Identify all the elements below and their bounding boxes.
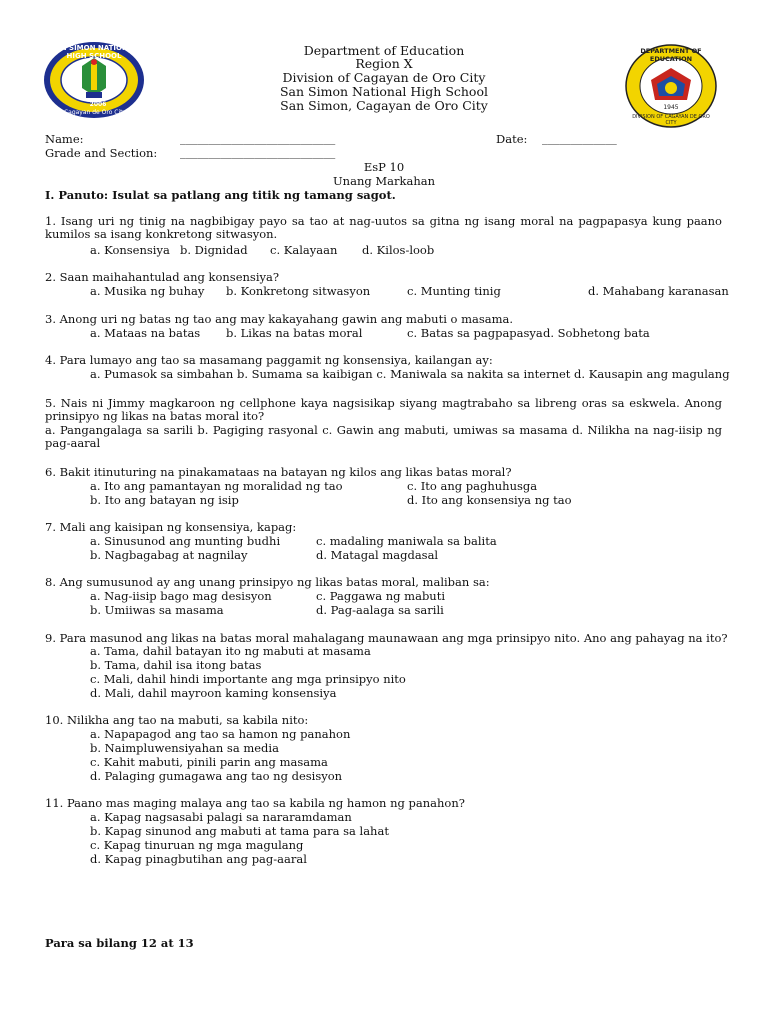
question-2-choice-c: c. Munting tinig [407, 284, 501, 298]
question-11-choice-d: d. Kapag pinagbutihan ang pag-aaral [90, 852, 307, 866]
question-10-choice-b: b. Naimpluwensiyahan sa media [90, 741, 279, 755]
question-2-choice-b: b. Konkretong sitwasyon [226, 284, 371, 298]
header-region: Region X [355, 56, 413, 71]
question-1-choice-d: d. Kilos-loob [362, 243, 435, 257]
school-logo-year: 2006 [89, 101, 107, 108]
school-logo-ring-text: SAN SIMON NATIONAL HIGH SCHOOL [50, 44, 138, 60]
question-6-choice-d: d. Ito ang konsensiya ng tao [407, 493, 572, 507]
question-1-choice-a: a. Konsensiya [90, 243, 170, 257]
question-10-choice-c: c. Kahit mabuti, pinili parin ang masama [90, 755, 328, 769]
question-8-choice-d: d. Pag-aalaga sa sarili [316, 603, 444, 617]
question-3-choice-b: b. Likas na batas moral [226, 326, 363, 340]
header-department: Department of Education [303, 43, 465, 58]
question-7-choice-c: c. madaling maniwala sa balita [316, 534, 497, 548]
school-logo-sub-text: Cagayan de Oro City [63, 109, 127, 116]
question-7-text: 7. Mali ang kaisipan ng konsensiya, kapag: [45, 520, 297, 534]
question-11-choice-b: b. Kapag sinunod ang mabuti at tama para sa lahat [90, 824, 389, 838]
quarter-title: Unang Markahan [332, 174, 435, 188]
subject-title: EsP 10 [363, 160, 405, 174]
question-6-choice-a: a. Ito ang pamantayan ng moralidad ng tao [90, 479, 343, 493]
header-address: San Simon, Cagayan de Oro City [280, 98, 488, 113]
name-field-line[interactable]: ___________________________ [180, 131, 336, 145]
question-4-choices: a. Pumasok sa simbahan b. Sumama sa kaibigan c. Maniwala sa nakita sa internet d. Kausapin ang magulang [90, 367, 730, 381]
question-11-text: 11. Paano mas maging malaya ang tao sa kabila ng hamon ng panahon? [45, 796, 465, 810]
question-6-text: 6. Bakit itinuturing na pinakamataas na batayan ng kilos ang likas batas moral? [45, 465, 512, 479]
question-5-choices: a. Pangangalaga sa sarili b. Pagiging rasyonal c. Gawin ang mabuti, umiwas sa masama d. Nilikha na nag-iisip ng pag-aaral [45, 423, 722, 450]
question-3-choice-a: a. Mataas na batas [90, 326, 201, 340]
question-7-choice-d: d. Matagal magdasal [316, 548, 439, 562]
date-field-line[interactable]: _____________ [542, 131, 617, 145]
question-11-choice-c: c. Kapag tinuruan ng mga magulang [90, 838, 304, 852]
deped-seal-sub-text: DIVISION OF CAGAYAN DE ORO CITY [632, 114, 710, 126]
question-2-text: 2. Saan maihahantulad ang konsensiya? [45, 270, 280, 284]
question-9-choice-c: c. Mali, dahil hindi importante ang mga prinsipyo nito [90, 672, 406, 686]
grade-section-field-line[interactable]: ___________________________ [180, 145, 336, 159]
question-2-choice-a: a. Musika ng buhay [90, 284, 205, 298]
date-label: Date: [496, 132, 528, 146]
question-7-choice-a: a. Sinusunod ang munting budhi [90, 534, 281, 548]
question-1-text: 1. Isang uri ng tinig na nagbibigay payo sa tao at nag-uutos sa gitna ng isang moral na pagpapasya kung paano kumilos sa isang konkretong sitwasyon. [45, 214, 722, 241]
grade-section-label: Grade and Section: [45, 146, 158, 160]
question-3-choice-c: c. Batas sa pagpapasya [407, 326, 543, 340]
question-9-text: 9. Para masunod ang likas na batas moral mahalagang maunawaan ang mga prinsipyo nito. Ano ang pahayag na ito? [45, 631, 728, 645]
header-school-name: San Simon National High School [279, 84, 488, 99]
question-8-choice-b: b. Umiiwas sa masama [90, 603, 224, 617]
question-3-text: 3. Anong uri ng batas ng tao ang may kakayahang gawin ang mabuti o masama. [45, 312, 514, 326]
instructions: I. Panuto: Isulat sa patlang ang titik ng tamang sagot. [45, 188, 396, 202]
question-9-choice-b: b. Tama, dahil isa itong batas [90, 658, 262, 672]
question-8-choice-a: a. Nag-iisip bago mag desisyon [90, 589, 272, 603]
question-7-choice-b: b. Nagbagabag at nagnilay [90, 548, 248, 562]
question-10-text: 10. Nilikha ang tao na mabuti, sa kabila nito: [45, 713, 309, 727]
question-6-choice-b: b. Ito ang batayan ng isip [90, 493, 239, 507]
question-4-text: 4. Para lumayo ang tao sa masamang paggamit ng konsensiya, kailangan ay: [45, 353, 493, 367]
name-label: Name: [45, 132, 84, 146]
question-1-choice-c: c. Kalayaan [270, 243, 338, 257]
section-note-12-13: Para sa bilang 12 at 13 [45, 936, 194, 950]
question-3-choice-d: d. Sobhetong bata [543, 326, 650, 340]
question-8-choice-c: c. Paggawa ng mabuti [316, 589, 446, 603]
question-9-choice-a: a. Tama, dahil batayan ito ng mabuti at masama [90, 644, 371, 658]
header-division: Division of Cagayan de Oro City [282, 70, 486, 85]
question-6-choice-c: c. Ito ang paghuhusga [407, 479, 538, 493]
question-2-choice-d: d. Mahabang karanasan [588, 284, 729, 298]
deped-seal-ring-text: DEPARTMENT OF EDUCATION [640, 47, 702, 63]
question-11-choice-a: a. Kapag nagsasabi palagi sa nararamdaman [90, 810, 352, 824]
question-10-choice-a: a. Napapagod ang tao sa hamon ng panahon [90, 727, 351, 741]
question-10-choice-d: d. Palaging gumagawa ang tao ng desisyon [90, 769, 343, 783]
question-8-text: 8. Ang sumusunod ay ang unang prinsipyo ng likas batas moral, maliban sa: [45, 575, 490, 589]
deped-seal-year: 1945 [663, 104, 679, 111]
question-1-choice-b: b. Dignidad [180, 243, 248, 257]
question-9-choice-d: d. Mali, dahil mayroon kaming konsensiya [90, 686, 337, 700]
question-5-text: 5. Nais ni Jimmy magkaroon ng cellphone kaya nagsisikap siyang magtrabaho sa libreng oras sa eskwela. Anong prinsipyo ng likas na batas moral ito? [45, 396, 722, 423]
